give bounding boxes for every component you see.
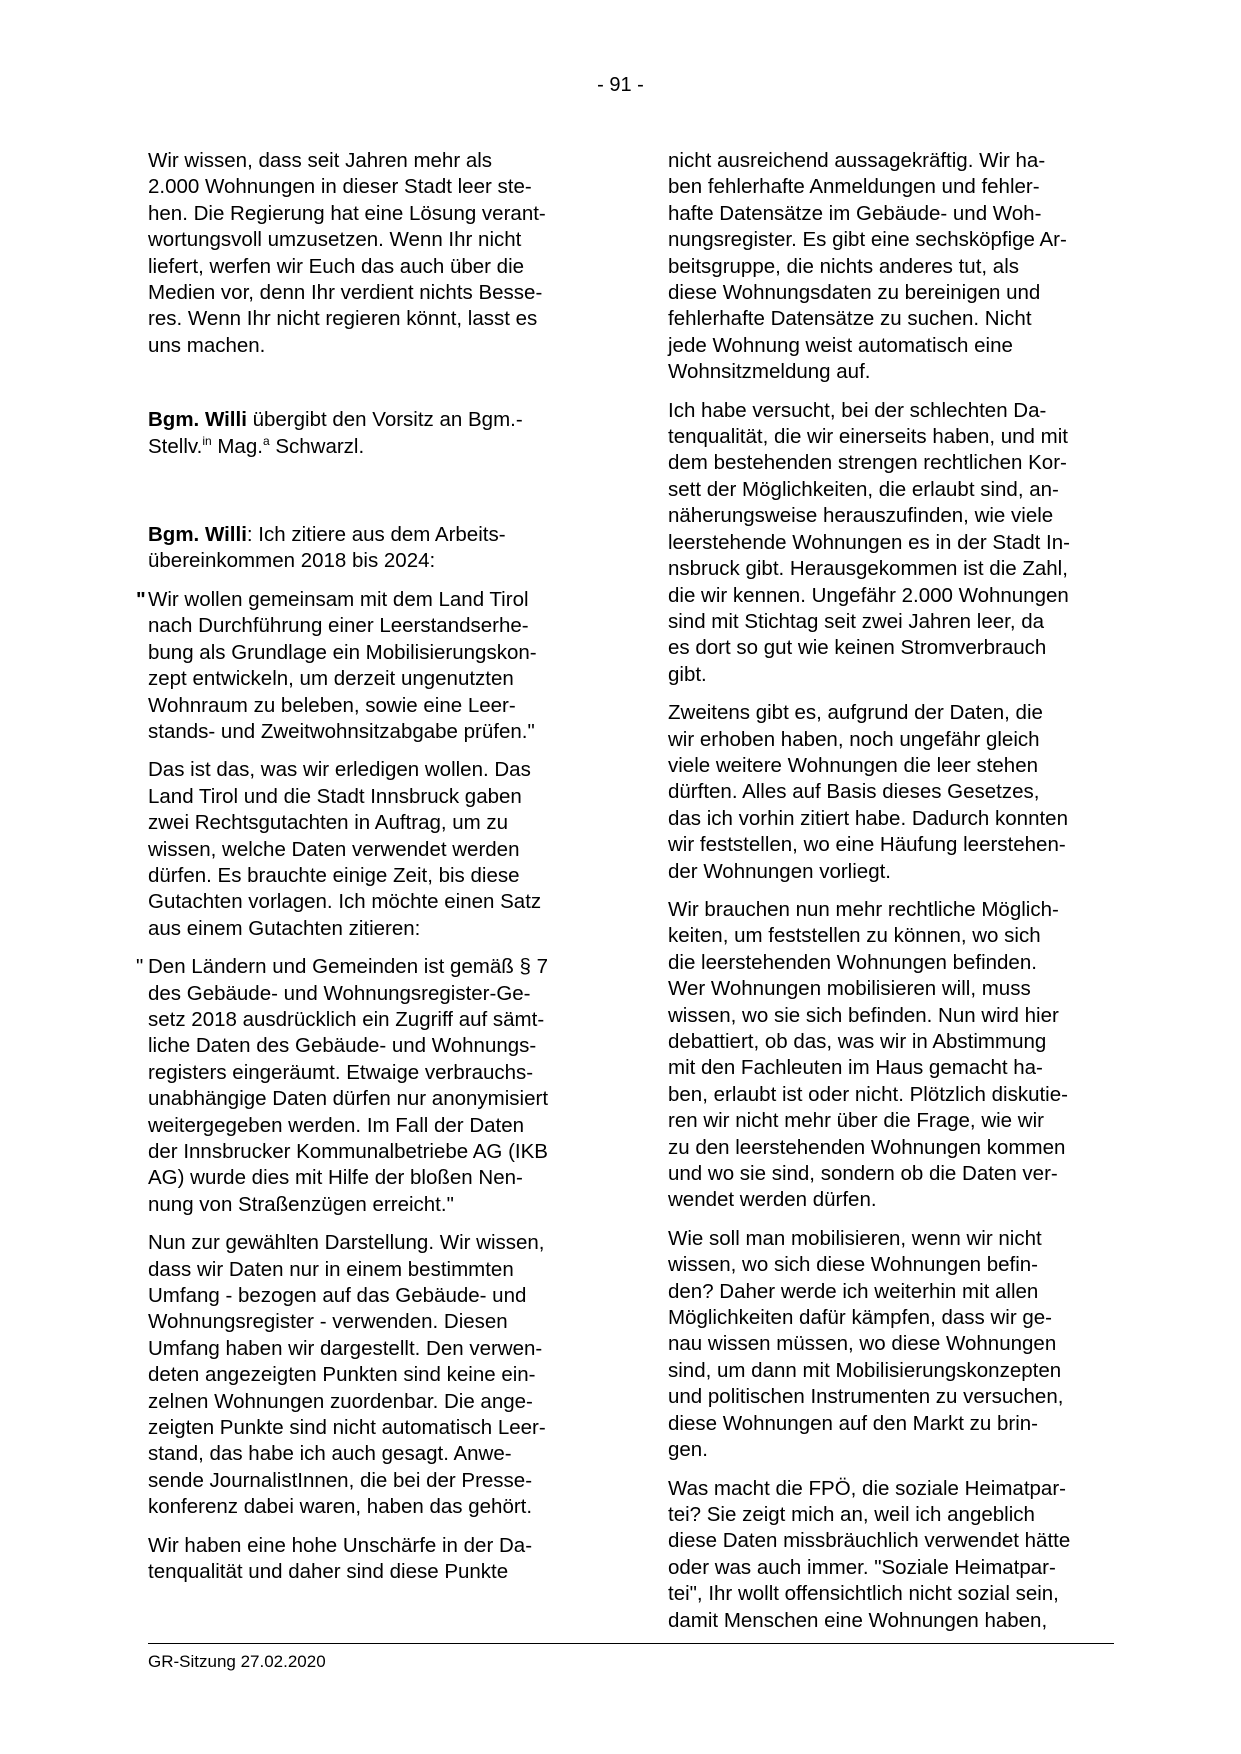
paragraph-data-quality [148, 1533, 593, 1586]
text-line: Wohnungsregister - verwenden. Diesen [148, 1310, 508, 1334]
text-line: setz 2018 ausdrücklich ein Zugriff auf sämt- [148, 1007, 545, 1031]
text-line: uns machen. [148, 333, 266, 357]
text-line: aus einem Gutachten zitieren: [148, 916, 421, 940]
text-line: liche Daten des Gebäude- und Wohnungs- [148, 1034, 537, 1058]
text-line: Wohnsitzmeldung auf. [668, 360, 871, 384]
text-line: gen. [668, 1438, 708, 1462]
text-line: es dort so gut wie keinen Stromverbrauch [668, 636, 1047, 660]
text-line: Wer Wohnungen mobilisieren will, muss [668, 977, 1031, 1001]
text-line: zeigten Punkte sind nicht automatisch Leer- [148, 1416, 546, 1440]
paragraph-fpoe [668, 1476, 1123, 1634]
text-line: wissen, wo sich diese Wohnungen befin- [668, 1253, 1038, 1277]
text-line: gibt. [668, 662, 707, 686]
text-line: Umfang - bezogen auf das Gebäude- und [148, 1284, 527, 1308]
text-line: ben fehlerhafte Anmeldungen und fehler- [668, 175, 1040, 199]
text-line: Wir haben eine hohe Unschärfe in der Da- [148, 1533, 533, 1557]
paragraph-mobilisation [668, 1226, 1123, 1464]
text-line: oder was auch immer. "Soziale Heimatpar- [668, 1555, 1056, 1579]
page-number: - 91 - [597, 74, 644, 96]
footer-divider [148, 1643, 1114, 1644]
text-line: Medien vor, denn Ihr verdient nichts Besse- [148, 281, 543, 305]
text-line: dürfen. Es brauchte einige Zeit, bis diese [148, 863, 520, 887]
text-line: der Innsbrucker Kommunalbetriebe AG (IKB [148, 1140, 548, 1163]
text-line: stand, das habe ich auch gesagt. Anwe- [148, 1442, 512, 1466]
text-line: Zweitens gibt es, aufgrund der Daten, die [668, 701, 1043, 725]
text-line: wir erhoben haben, noch ungefähr gleich [668, 727, 1040, 751]
text-line: keiten, um feststellen zu können, wo sich [668, 924, 1041, 948]
text-line: wissen, wo sie sich befinden. Nun wird hier [668, 1003, 1059, 1027]
text-line: sett der Möglichkeiten, die erlaubt sind, an- [668, 477, 1059, 501]
text-line: viele weitere Wohnungen die leer stehen [668, 753, 1039, 777]
text-line: dem bestehenden strengen rechtlichen Kor- [668, 451, 1067, 475]
quote-legal-opinion [136, 954, 593, 1218]
text-line: zu den leerstehenden Wohnungen kommen [668, 1135, 1066, 1159]
text-line: hafte Datensätze im Gebäude- und Woh- [668, 201, 1042, 225]
text-line: tenqualität und daher sind diese Punkte [148, 1560, 509, 1584]
paragraph-data-errors [668, 148, 1123, 386]
text-line: 2.000 Wohnungen in dieser Stadt leer ste- [148, 175, 532, 199]
text-line: res. Wenn Ihr nicht regieren könnt, lasst es [148, 307, 538, 331]
text-line: sind mit Stichtag seit zwei Jahren leer, da [668, 609, 1045, 633]
text-line: Umfang haben wir dargestellt. Den verwen- [148, 1336, 543, 1360]
text-line: stands- und Zweitwohnsitzabgabe prüfen." [148, 719, 535, 743]
text-line: Land Tirol und die Stadt Innsbruck gaben [148, 784, 522, 808]
paragraph-citation-intro: Bgm. Willi: Ich zitiere aus dem Arbeits- übereinkommen 2018 bis 2024: [148, 523, 506, 573]
text-line: wir feststellen, wo eine Häufung leerstehen- [668, 833, 1066, 857]
text-line: unabhängige Daten dürfen nur anonymisiert [148, 1087, 549, 1111]
text-line: Wir wollen gemeinsam mit dem Land Tirol [148, 587, 529, 611]
text-line: Wir brauchen nun mehr rechtliche Möglich- [668, 897, 1059, 921]
text-line: Nun zur gewählten Darstellung. Wir wissen, [148, 1231, 545, 1255]
text-line: des Gebäude- und Wohnungsregister-Ge- [148, 981, 531, 1005]
text-line: diese Wohnungsdaten zu bereinigen und [668, 281, 1041, 305]
text-line: Wohnraum zu beleben, sowie eine Leer- [148, 693, 516, 717]
right-column [668, 148, 1123, 1646]
quote-mark: " [136, 955, 144, 979]
text-line: mit den Fachleuten im Haus gemacht ha- [668, 1056, 1043, 1080]
text-line: nicht ausreichend aussagekräftig. Wir ha- [668, 149, 1046, 172]
text-line: sende JournalistInnen, die bei der Presse- [148, 1468, 533, 1492]
text-line: ben, erlaubt ist oder nicht. Plötzlich diskutie- [668, 1082, 1068, 1106]
text-line: und politischen Instrumenten zu versuchen, [668, 1385, 1064, 1409]
text-line: Ich habe versucht, bei der schlechten Da- [668, 398, 1047, 422]
text-line: debattiert, ob das, was wir in Abstimmung [668, 1030, 1047, 1053]
text-line: tenqualität, die wir einerseits haben, und mit [668, 425, 1068, 449]
text-line: leerstehende Wohnungen es in der Stadt In- [668, 530, 1070, 554]
quote-mark: " [136, 587, 146, 611]
paragraph-representation [148, 1230, 593, 1520]
left-column [136, 148, 593, 1598]
footer-session-date: GR-Sitzung 27.02.2020 [148, 1652, 326, 1671]
text-line: näherungsweise herauszufinden, wie viele [668, 504, 1054, 528]
paragraph-chair-handover: Bgm. Willi übergibt den Vorsitz an Bgm.- Stellv.$^{in}$ Mag.$^a$ Schwarzl. [148, 408, 523, 458]
text-line: jede Wohnung weist automatisch eine [668, 333, 1013, 357]
quote-agreement [136, 587, 593, 745]
text-line: tei", Ihr wollt offensichtlich nicht sozial sein, [668, 1582, 1059, 1606]
text-line: die leerstehenden Wohnungen befinden. [668, 950, 1037, 974]
paragraph-legal-possibilities [668, 897, 1123, 1214]
text-line: das ich vorhin zitiert habe. Dadurch konnten [668, 806, 1068, 830]
paragraph-legal-opinions [148, 757, 593, 942]
text-line: ren wir nicht mehr über die Frage, wie wir [668, 1109, 1044, 1133]
text-line: wendet werden dürfen. [668, 1188, 877, 1212]
text-line: damit Menschen eine Wohnungen haben, [668, 1608, 1048, 1632]
text-line: zept entwickeln, um derzeit ungenutzten [148, 667, 514, 691]
text-line: der Wohnungen vorliegt. [668, 859, 891, 883]
text-line: den? Daher werde ich weiterhin mit allen [668, 1279, 1039, 1303]
text-line: diese Wohnungen auf den Markt zu brin- [668, 1411, 1038, 1435]
text-line: zelnen Wohnungen zuordenbar. Die ange- [148, 1389, 533, 1413]
text-line: Das ist das, was wir erledigen wollen. Das [148, 758, 531, 782]
text-line: Den Ländern und Gemeinden ist gemäß § 7 [148, 955, 549, 979]
text-line: die wir kennen. Ungefähr 2.000 Wohnungen [668, 583, 1069, 607]
text-line: dass wir Daten nur in einem bestimmten [148, 1257, 514, 1281]
text-line: beitsgruppe, die nichts anderes tut, als [668, 254, 1019, 278]
text-line: Möglichkeiten dafür kämpfen, dass wir ge- [668, 1306, 1052, 1330]
text-line: hen. Die Regierung hat eine Lösung verant- [148, 201, 546, 225]
text-line: fehlerhafte Datensätze zu suchen. Nicht [668, 307, 1032, 331]
text-line: zwei Rechtsgutachten in Auftrag, um zu [148, 811, 509, 835]
text-line: Was macht die FPÖ, die soziale Heimatpar- [668, 1476, 1066, 1500]
text-line: dürften. Alles auf Basis dieses Gesetzes, [668, 780, 1040, 804]
text-line: nungsregister. Es gibt eine sechsköpfige Ar- [668, 228, 1067, 252]
text-line: registers eingeräumt. Etwaige verbrauchs- [148, 1060, 534, 1084]
text-line: deten angezeigten Punkten sind keine ein- [148, 1363, 536, 1387]
text-line: Wie soll man mobilisieren, wenn wir nicht [668, 1226, 1042, 1250]
text-line: weitergegeben werden. Im Fall der Daten [148, 1113, 525, 1137]
speaker-name: Bgm. Willi [148, 523, 247, 547]
text-line: diese Daten missbräuchlich verwendet hätte [668, 1529, 1071, 1553]
text-line: sind, um dann mit Mobilisierungskonzepten [668, 1358, 1062, 1382]
text-line: nach Durchführung einer Leerstandserhe- [148, 614, 529, 638]
text-line: Gutachten vorlagen. Ich möchte einen Satz [148, 890, 542, 914]
paragraph-vacancy-count [668, 398, 1123, 688]
text-line: Wir wissen, dass seit Jahren mehr als [148, 149, 493, 172]
text-line: nsbruck gibt. Herausgekommen ist die Zahl, [668, 557, 1068, 581]
text-line: nau wissen müssen, wo diese Wohnungen [668, 1332, 1057, 1356]
paragraph-intro [148, 148, 593, 359]
speaker-name: Bgm. Willi [148, 408, 247, 432]
text-line: nung von Straßenzügen erreicht." [148, 1192, 454, 1216]
text-line: liefert, werfen wir Euch das auch über die [148, 254, 525, 278]
text-line: und wo sie sind, sondern ob die Daten ver- [668, 1162, 1058, 1186]
text-line: AG) wurde dies mit Hilfe der bloßen Nen- [148, 1166, 523, 1190]
text-line: tei? Sie zeigt mich an, weil ich angeblich [668, 1502, 1035, 1526]
text-line: bung als Grundlage ein Mobilisierungskon- [148, 640, 537, 664]
text-line: wissen, welche Daten verwendet werden [148, 837, 520, 861]
text-line: konferenz dabei waren, haben das gehört. [148, 1495, 533, 1519]
paragraph-further-vacancies [668, 700, 1123, 885]
text-line: wortungsvoll umzusetzen. Wenn Ihr nicht [148, 228, 522, 252]
